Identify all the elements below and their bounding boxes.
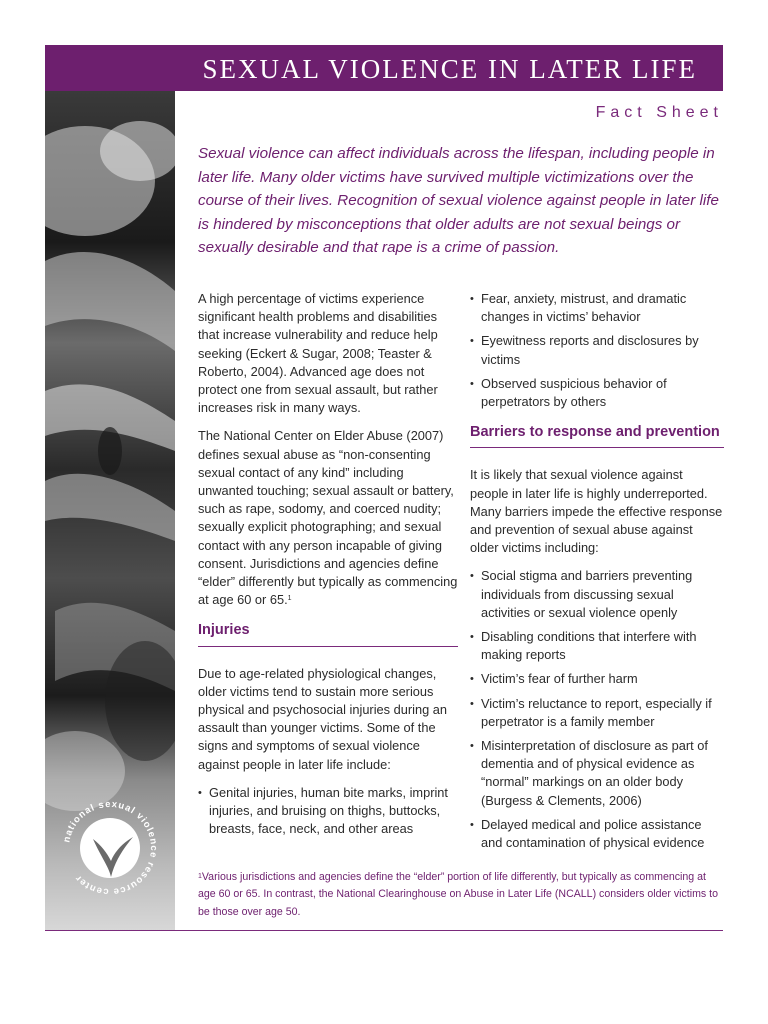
injuries-paragraph: Due to age-related physiological changes, older victims tend to sustain more serious physical and psychosocial injuries during an assault than younger victims. Some of the signs and symptoms of sexual violence against people in later life include: [198,665,447,772]
list-item: • Disabling conditions that interfere with making reports [470,628,724,664]
nsvrc-logo [53,791,167,905]
nsvrc-seal-icon [53,791,167,905]
definition-text: The National Center on Elder Abuse (2007) defines sexual abuse as “non-consenting sexual contact of any kind” including unwanted touching; sexual assault or battery, such as rape, sodomy, and coerced nudity; sexually explicit photographing; and sexual contact with any person incapable of giving consent. Jurisdictions and agencies define “elder” differently but typically as commencing at age 60 or 65. [198,428,458,608]
footnote-marker: 1 [198,873,202,880]
svg-text:national sexual violence resou: national sexual violence resource center [61,798,160,898]
barriers-list [470,567,724,852]
health-paragraph: A high percentage of victims experience significant health problems and disabilities that increase vulnerability and reduce help seeking (Eckert & Sugar, 2008; Teaster & Roberto, 2004). Advanced age does not protect one from sexual assault, but rather increases risk in many ways. [198,291,438,416]
footnote-text: Various jurisdictions and agencies define the “elder” portion of life differently, but typically as commencing at age 60 or 65. In contrast, the National Clearinghouse on Abuse in Later Life (NCALL) considers older victims to be those over age 50. [198,871,718,918]
right-column [470,290,724,858]
list-item: • Genital injuries, human bite marks, imprint injuries, and bruising on thighs, buttocks, breasts, face, neck, and other areas [198,784,458,839]
injuries-heading: Injuries [198,621,458,646]
title-banner [45,45,723,91]
definition-paragraph [198,427,458,609]
intro-paragraph: Sexual violence can affect individuals across the lifespan, including people in later life. Many older victims have survived multiple victimizations over the course of their lives. Recognition of sexual violence against people in later life is hindered by misconceptions that older adults are not sexual beings or sexually desirable and that rape is a crime of passion. [198,145,719,257]
list-item: • Eyewitness reports and disclosures by victims [470,332,724,368]
bottom-divider [45,930,723,931]
left-column [198,290,458,844]
list-item: • Delayed medical and police assistance and contamination of physical evidence [470,816,724,852]
hands-photo [45,91,175,931]
fact-sheet-label: Fact Sheet [595,104,723,121]
injuries-list [198,784,458,839]
footnote [198,869,718,921]
barriers-heading: Barriers to response and prevention [470,423,724,448]
list-item: • Fear, anxiety, mistrust, and dramatic changes in victims’ behavior [470,290,724,326]
list-item: • Observed suspicious behavior of perpetrators by others [470,375,724,411]
footnote-ref: 1 [287,595,292,603]
list-item: • Victim’s reluctance to report, especially if perpetrator is a family member [470,695,724,731]
list-item: • Social stigma and barriers preventing individuals from discussing sexual activities or sexual violence openly [470,567,724,622]
signs-list [470,290,724,411]
page-title: SEXUAL VIOLENCE IN LATER LIFE [202,54,697,84]
list-item: • Victim’s fear of further harm [470,670,724,688]
barriers-paragraph: It is likely that sexual violence against people in later life is highly underreported. Many barriers impede the effective response and prevention of sexual abuse against older victims including: [470,467,723,556]
list-item: • Misinterpretation of disclosure as part of dementia and of physical evidence as “normal” markings on an older body (Burgess & Clements, 2006) [470,737,724,810]
